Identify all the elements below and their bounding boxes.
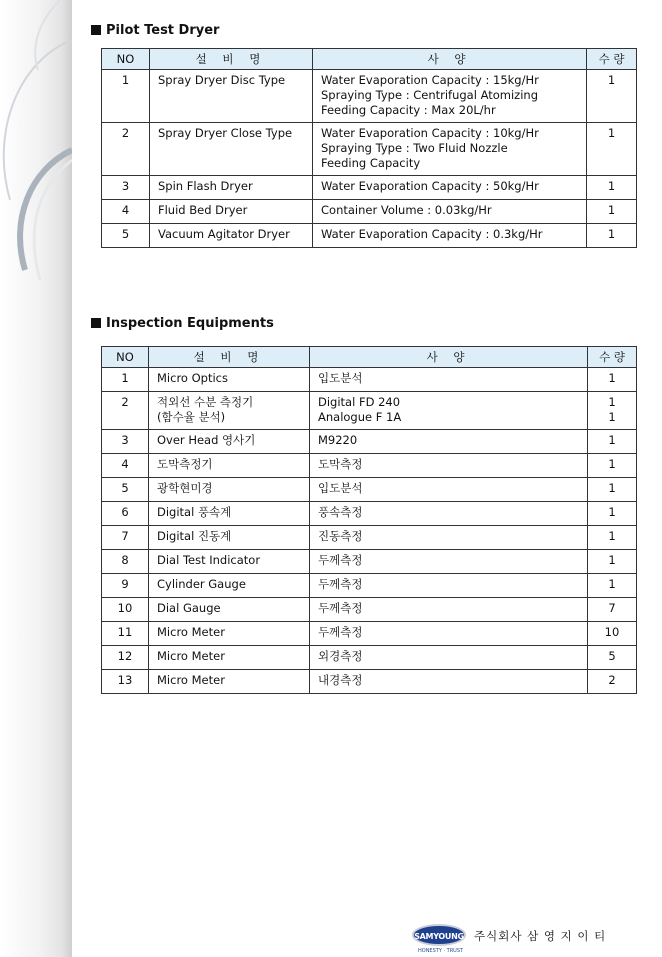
table-row [102,670,637,694]
inspection-table [101,346,637,694]
pilot-table [101,48,637,248]
cell-spec: 진동측정 [310,526,588,550]
cell-name: Spin Flash Dryer [150,176,313,200]
cell-qty: 1 [588,430,637,454]
cell-spec: 입도분석 [310,478,588,502]
col-header-spec: 사 양 [310,347,588,368]
cell-no: 3 [102,176,150,200]
cell-spec: 외경측정 [310,646,588,670]
left-decoration [0,0,72,957]
cell-qty: 1 1 [588,392,637,430]
cell-spec: Container Volume : 0.03kg/Hr [313,200,587,224]
table-row [102,598,637,622]
swirl-decoration [0,0,72,320]
cell-qty: 1 [587,176,637,200]
cell-qty: 1 [588,502,637,526]
cell-no: 4 [102,200,150,224]
logo-tagline: HONESTY · TRUST [418,948,464,954]
cell-qty: 1 [587,70,637,123]
table-row [102,224,637,248]
cell-spec: 입도분석 [310,368,588,392]
cell-spec: 두께측정 [310,574,588,598]
cell-no: 7 [102,526,149,550]
cell-name: Cylinder Gauge [149,574,310,598]
table-row [102,200,637,224]
cell-name: Dial Test Indicator [149,550,310,574]
table-row [102,478,637,502]
table-row [102,454,637,478]
cell-spec: 내경측정 [310,670,588,694]
cell-no: 1 [102,368,149,392]
inspection-section-title [91,316,274,331]
table-row [102,502,637,526]
footer [412,920,652,956]
cell-name: 도막측정기 [149,454,310,478]
cell-name: Micro Optics [149,368,310,392]
col-header-no: NO [102,347,149,368]
col-header-name: 설 비 명 [150,49,313,70]
cell-name: Vacuum Agitator Dryer [150,224,313,248]
inspection-title-text: Inspection Equipments [106,316,274,331]
cell-qty: 1 [588,478,637,502]
cell-no: 13 [102,670,149,694]
company-logo: SAMYOUNG [412,924,466,946]
cell-qty: 7 [588,598,637,622]
cell-no: 12 [102,646,149,670]
table-row [102,574,637,598]
cell-no: 9 [102,574,149,598]
cell-name: Digital 풍속계 [149,502,310,526]
cell-no: 3 [102,430,149,454]
cell-no: 10 [102,598,149,622]
cell-spec: Water Evaporation Capacity : 0.3kg/Hr [313,224,587,248]
cell-spec: Digital FD 240 Analogue F 1A [310,392,588,430]
cell-qty: 5 [588,646,637,670]
cell-qty: 1 [588,550,637,574]
cell-qty: 1 [588,574,637,598]
square-bullet-icon [91,318,101,328]
cell-no: 8 [102,550,149,574]
cell-qty: 1 [588,368,637,392]
cell-qty: 1 [587,224,637,248]
col-header-qty: 수 량 [587,49,637,70]
company-name: 주식회사 삼 영 지 이 티 [474,929,607,943]
cell-no: 6 [102,502,149,526]
cell-spec: Water Evaporation Capacity : 10kg/Hr Spraying Type : Two Fluid Nozzle Feeding Capacity [313,123,587,176]
table-row [102,646,637,670]
cell-name: Spray Dryer Close Type [150,123,313,176]
cell-spec: M9220 [310,430,588,454]
cell-spec: 풍속측정 [310,502,588,526]
table-row [102,123,637,176]
cell-name: Digital 진동계 [149,526,310,550]
table-row [102,622,637,646]
cell-qty: 1 [588,526,637,550]
table-row [102,430,637,454]
col-header-spec: 사 양 [313,49,587,70]
pilot-title-text: Pilot Test Dryer [106,23,220,38]
pilot-header-row [102,49,637,70]
cell-spec: 두께측정 [310,598,588,622]
cell-name: Micro Meter [149,646,310,670]
cell-no: 2 [102,123,150,176]
table-row [102,368,637,392]
cell-spec: Water Evaporation Capacity : 15kg/Hr Spraying Type : Centrifugal Atomizing Feeding Capacity : Max 20L/hr [313,70,587,123]
cell-spec: 두께측정 [310,550,588,574]
cell-qty: 1 [587,200,637,224]
cell-no: 2 [102,392,149,430]
cell-name: Spray Dryer Disc Type [150,70,313,123]
cell-name: Over Head 영사기 [149,430,310,454]
cell-qty: 1 [588,454,637,478]
cell-no: 11 [102,622,149,646]
cell-name: 적외선 수분 측정기 (함수율 분석) [149,392,310,430]
cell-name: Fluid Bed Dryer [150,200,313,224]
cell-name: Dial Gauge [149,598,310,622]
cell-name: 광학현미경 [149,478,310,502]
cell-no: 4 [102,454,149,478]
square-bullet-icon [91,25,101,35]
cell-qty: 10 [588,622,637,646]
col-header-no: NO [102,49,150,70]
cell-name: Micro Meter [149,622,310,646]
cell-qty: 1 [587,123,637,176]
pilot-section-title [91,23,219,38]
table-row [102,392,637,430]
cell-no: 5 [102,478,149,502]
table-row [102,176,637,200]
cell-spec: 도막측정 [310,454,588,478]
table-row [102,70,637,123]
inspection-header-row [102,347,637,368]
cell-spec: Water Evaporation Capacity : 50kg/Hr [313,176,587,200]
table-row [102,526,637,550]
cell-name: Micro Meter [149,670,310,694]
col-header-name: 설 비 명 [149,347,310,368]
table-row [102,550,637,574]
cell-no: 5 [102,224,150,248]
col-header-qty: 수 량 [588,347,637,368]
cell-no: 1 [102,70,150,123]
cell-spec: 두께측정 [310,622,588,646]
cell-qty: 2 [588,670,637,694]
